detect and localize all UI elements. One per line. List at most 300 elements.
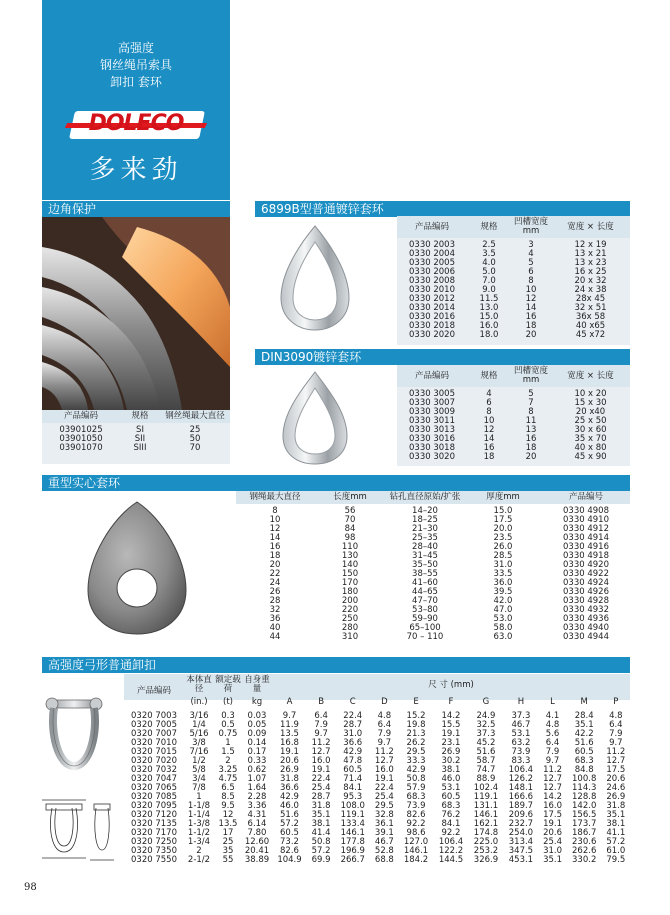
cell: 29.5 <box>406 747 426 757</box>
col-header: D <box>381 697 388 707</box>
cell: 0330 3011 <box>409 416 455 426</box>
cell: 84.1 <box>343 783 363 793</box>
cell: 5 <box>528 389 534 399</box>
cell: 18.0 <box>479 330 499 340</box>
cell: 28.7 <box>343 720 363 730</box>
cell: 59–90 <box>412 614 438 624</box>
cell: 0330 4914 <box>563 533 609 543</box>
cell: 1.64 <box>247 783 267 793</box>
cell: 0.03 <box>247 711 267 721</box>
cell: 11.2 <box>374 747 394 757</box>
shackle-subheader-row <box>124 696 630 709</box>
cell: 33.5 <box>493 569 513 579</box>
cell: 0330 4936 <box>563 614 609 624</box>
cell: 5/8 <box>192 765 206 775</box>
col-header: H <box>517 697 525 707</box>
cell: 0.3 <box>221 711 235 721</box>
cell: 253.2 <box>473 846 499 856</box>
cell: 29.5 <box>374 801 394 811</box>
cell: SII <box>134 434 146 444</box>
table-row <box>397 331 630 340</box>
cell: 26.9 <box>441 747 461 757</box>
cell: 20.6 <box>280 756 299 766</box>
cell: 21.3 <box>406 729 426 739</box>
cell: 0320 7550 <box>131 855 177 865</box>
cell: 0320 7015 <box>131 747 177 757</box>
cell: 45.2 <box>476 738 496 748</box>
cell: 1 <box>225 738 231 748</box>
corner-protector-photo <box>42 217 230 410</box>
cell: 5/16 <box>189 729 209 739</box>
cell: 7.9 <box>609 729 623 739</box>
cell: 22.4 <box>311 774 331 784</box>
cell: 0330 3020 <box>409 452 455 462</box>
col-header: G <box>482 697 490 707</box>
cell: 100.8 <box>572 774 597 784</box>
cell: 28x 45 <box>575 294 606 304</box>
cell: 9.7 <box>609 738 623 748</box>
cell: 13 x 23 <box>574 258 607 268</box>
col-header: 产品编号 <box>542 491 630 504</box>
cell: 0330 4920 <box>563 560 609 570</box>
col-header: 尺 寸 (mm) <box>428 679 474 690</box>
col-header: 产品编码 <box>397 365 467 387</box>
cell: 0320 7065 <box>131 783 177 793</box>
page-number: 98 <box>24 882 37 893</box>
cell: 14–20 <box>412 506 438 516</box>
col-header: 钢丝绳最大直径 <box>160 410 230 423</box>
cell: 53–80 <box>412 605 438 615</box>
cell: 50.8 <box>311 837 331 847</box>
cell: 13.0 <box>479 303 499 313</box>
col-header: B <box>318 697 325 707</box>
cell: 16.0 <box>374 765 394 775</box>
cell: 184.2 <box>403 855 429 865</box>
section-title-shackle: 高强度弓形普通卸扣 <box>42 657 630 673</box>
cell: 25.4 <box>543 837 563 847</box>
cell: 0330 4916 <box>563 542 609 552</box>
cell: 7.0 <box>482 276 496 286</box>
cell: 102.4 <box>473 783 499 793</box>
cell: 0330 4924 <box>563 578 609 588</box>
cell: 45 x 90 <box>574 452 607 462</box>
cell: 3/4 <box>192 774 206 784</box>
cell: 12.7 <box>311 747 331 757</box>
cell: 2.5 <box>482 240 496 250</box>
cell: 60.5 <box>343 765 363 775</box>
cell: 0320 7005 <box>131 720 177 730</box>
cell: 88.9 <box>476 774 496 784</box>
cell: 0320 7003 <box>131 711 177 721</box>
cell: 20.6 <box>606 774 626 784</box>
cell: 126.2 <box>508 774 534 784</box>
cell: 114.3 <box>572 783 597 793</box>
cell: 82.6 <box>280 846 299 856</box>
cell: 0.09 <box>247 729 267 739</box>
cell: 2 <box>225 756 231 766</box>
cell: 10 x 20 <box>574 389 607 399</box>
section-title-6899: 6899B型普通镀锌套环 <box>255 201 630 217</box>
cell: 4.8 <box>609 711 623 721</box>
cell: 28.5 <box>493 551 513 561</box>
cell: 0.14 <box>247 738 267 748</box>
cell: 130 <box>341 551 359 561</box>
cell: 38.1 <box>441 765 461 775</box>
col-header: P <box>613 697 619 707</box>
cell: 70 <box>189 443 201 453</box>
cell: 35.1 <box>606 810 626 820</box>
cell: 11.5 <box>479 294 499 304</box>
cell: 174.8 <box>473 828 499 838</box>
cell: 0.17 <box>247 747 267 757</box>
cell: 280 <box>341 623 359 633</box>
cell: 104.9 <box>277 855 302 865</box>
col-header: 宽度 × 长度 <box>551 365 630 387</box>
cell: 8 <box>272 506 278 516</box>
cell: 0.5 <box>221 720 235 730</box>
cell: 150 <box>341 569 359 579</box>
cell: 16.8 <box>280 738 299 748</box>
cell: 3/16 <box>189 711 209 721</box>
cell: 250 <box>341 614 359 624</box>
bow-shackle-rows <box>124 709 630 865</box>
cell: 1.5 <box>221 747 235 757</box>
cell: 15.0 <box>493 506 513 516</box>
cell: 2.28 <box>247 792 267 802</box>
col-header: 宽度 × 长度 <box>551 216 630 238</box>
cell: 8.5 <box>221 792 235 802</box>
cell: 0330 3018 <box>409 443 455 453</box>
cell: 7.9 <box>377 729 392 739</box>
cell: 61.0 <box>606 846 626 856</box>
cell: 0.75 <box>218 729 238 739</box>
cell: 200 <box>341 596 359 606</box>
cell: 12.7 <box>374 756 394 766</box>
cell: 326.9 <box>473 855 499 865</box>
cell: 0320 7170 <box>131 828 177 838</box>
cell: 106.4 <box>508 765 534 775</box>
cell: 0330 2020 <box>409 330 455 340</box>
cell: 41.4 <box>311 828 331 838</box>
cell: 262.6 <box>572 846 597 856</box>
cell: 57.2 <box>606 837 626 847</box>
col-header: 规格 <box>467 216 511 238</box>
cell: 0330 4918 <box>563 551 609 561</box>
cell: 0.33 <box>247 756 267 766</box>
cell: 14 <box>525 303 537 313</box>
cell: 10 <box>525 285 537 295</box>
cell: 46.0 <box>280 801 299 811</box>
cell: 45 x72 <box>575 330 606 340</box>
cell: 22 <box>269 569 281 579</box>
cell: 26.9 <box>606 792 626 802</box>
col-header: L <box>550 697 555 707</box>
table-row <box>124 856 630 865</box>
cell: 38.1 <box>311 819 331 829</box>
cell: 42.9 <box>343 747 363 757</box>
cell: 31–45 <box>412 551 438 561</box>
cell: 35.1 <box>543 855 563 865</box>
cell: 0330 4926 <box>563 587 609 597</box>
cell: 12.60 <box>244 837 270 847</box>
cell: 60.5 <box>574 747 594 757</box>
cell: 46.0 <box>441 774 461 784</box>
cell: 166.6 <box>508 792 534 802</box>
cell: 9.7 <box>314 729 328 739</box>
cell: 5 <box>528 258 534 268</box>
cell: 50 <box>189 434 201 444</box>
cell: 6.4 <box>609 720 623 730</box>
col-header: C <box>349 697 356 707</box>
cell: 20 <box>525 452 537 462</box>
cell: 17.5 <box>543 810 563 820</box>
cell: 20 <box>269 560 281 570</box>
cell: 33.3 <box>406 756 426 766</box>
cell: 4 <box>528 249 534 259</box>
cell: 20.6 <box>543 828 563 838</box>
cell: 9.7 <box>282 711 297 721</box>
cell: 20 <box>525 330 537 340</box>
cell: 30.2 <box>441 756 461 766</box>
cell: 6 <box>528 267 534 277</box>
col-header: 凹槽宽度mm <box>511 216 551 238</box>
cell: 37.3 <box>476 729 496 739</box>
cell: 24 <box>269 578 281 588</box>
cell: 32.5 <box>476 720 496 730</box>
cell: 0320 7350 <box>131 846 177 856</box>
cell: 22.4 <box>343 711 363 721</box>
cell: 4.31 <box>247 810 267 820</box>
cell: 12.7 <box>543 774 563 784</box>
cell: 12.7 <box>606 756 626 766</box>
cell: 73.9 <box>406 801 426 811</box>
cell: 39.1 <box>374 828 394 838</box>
col-header: M <box>580 697 588 707</box>
cell: 68.3 <box>406 792 426 802</box>
cell: 28.4 <box>574 711 594 721</box>
cell: 52.8 <box>374 846 394 856</box>
cell: 38.89 <box>244 855 270 865</box>
cell: 23.5 <box>493 533 513 543</box>
cell: 36.0 <box>493 578 513 588</box>
col-header: 厚度mm <box>464 491 542 504</box>
corner-spec-table <box>42 410 230 453</box>
cell: 13.5 <box>280 729 299 739</box>
cell: 16 <box>525 434 537 444</box>
cell: 330.2 <box>572 855 597 865</box>
cell: 15 x 30 <box>574 398 607 408</box>
cell: 56 <box>344 506 356 516</box>
brand-line-3: 卸扣 套环 <box>110 75 162 89</box>
cell: 39.5 <box>493 587 513 597</box>
cell: 84.1 <box>441 819 461 829</box>
cell: 3 <box>528 240 534 250</box>
thimble-6899-rows <box>397 238 630 340</box>
cell: 36.1 <box>374 819 394 829</box>
cell: 7/16 <box>189 747 209 757</box>
col-header: 额定载荷 <box>215 675 241 694</box>
cell: 31.0 <box>493 560 513 570</box>
cell: 28.7 <box>311 792 331 802</box>
cell: 18 <box>525 321 537 331</box>
cell: 14.2 <box>543 792 563 802</box>
wire-rope-illustration <box>42 217 230 410</box>
col-header: 产品编码 <box>136 686 171 696</box>
cell: 196.9 <box>340 846 365 856</box>
cell: 32.8 <box>374 810 394 820</box>
cell: 3.25 <box>218 765 238 775</box>
shackle-dimension-drawing <box>38 790 118 870</box>
thimble-din-rows <box>397 387 630 462</box>
cell: 140 <box>341 560 359 570</box>
cell: 122.2 <box>438 846 464 856</box>
cell: 98 <box>344 533 356 543</box>
section-title-corner: 边角保护 <box>42 201 230 217</box>
cell: 57.2 <box>311 846 331 856</box>
cell: 14.2 <box>441 711 461 721</box>
cell: 1-3/4 <box>187 837 211 847</box>
cell: 42.2 <box>574 729 594 739</box>
col-header: 产品编码 <box>397 216 467 238</box>
cell: 25 x 50 <box>574 416 607 426</box>
cell: 63.0 <box>493 632 513 642</box>
cell: 22.4 <box>374 783 394 793</box>
cell: 42.0 <box>493 596 513 606</box>
cell: 6.14 <box>247 819 267 829</box>
cell: 35 x 70 <box>574 434 607 444</box>
cell: 42.9 <box>406 765 426 775</box>
cell: 36 <box>269 614 281 624</box>
cell: 26.2 <box>406 738 426 748</box>
cell: 53.0 <box>493 614 513 624</box>
cell: 0330 2008 <box>409 276 455 286</box>
cell: 254.0 <box>508 828 534 838</box>
cell: 0320 7120 <box>131 810 177 820</box>
cell: 32 x 51 <box>574 303 607 313</box>
cell: 1-1/8 <box>187 801 211 811</box>
cell: 0.62 <box>247 765 267 775</box>
cell: 0320 7047 <box>131 774 177 784</box>
col-header: (t) <box>223 697 233 707</box>
cell: 46.7 <box>374 837 394 847</box>
cell: 35 <box>222 846 234 856</box>
cell: 9.7 <box>545 756 560 766</box>
cell: 18–25 <box>412 515 438 525</box>
cell: 11.2 <box>606 747 626 757</box>
cell: 1/4 <box>192 720 206 730</box>
cell: 12 <box>222 810 234 820</box>
cell: 0330 4944 <box>563 632 609 642</box>
cell: 26.0 <box>493 542 513 552</box>
cell: 0320 7095 <box>131 801 177 811</box>
cell: 41–60 <box>412 578 438 588</box>
table-row <box>42 444 230 453</box>
cell: 0330 4912 <box>563 524 609 534</box>
cell: 16.0 <box>543 801 563 811</box>
cell: 1-1/4 <box>187 810 211 820</box>
cell: 0330 3007 <box>409 398 455 408</box>
cell: 0330 3016 <box>409 434 455 444</box>
thimble-din-image <box>275 368 355 468</box>
cell: 57.2 <box>280 819 299 829</box>
cell: 16.0 <box>311 756 331 766</box>
cell: 11.9 <box>280 720 299 730</box>
col-header: 钢绳最大直径 <box>236 491 314 504</box>
section-title-din: DIN3090镀锌套环 <box>255 349 630 365</box>
cell: 119.1 <box>473 792 499 802</box>
cell: 0330 4940 <box>563 623 609 633</box>
cell: 82.6 <box>406 810 426 820</box>
cell: 9.7 <box>377 738 392 748</box>
cell: 19.8 <box>406 720 426 730</box>
cell: 0320 7135 <box>131 819 177 829</box>
cell: 7.9 <box>545 747 560 757</box>
cell: 24 x 38 <box>574 285 607 295</box>
cell: 20 x40 <box>575 407 606 417</box>
cell: 16.0 <box>479 321 499 331</box>
cell: 1 <box>196 792 202 802</box>
cell: 73.2 <box>280 837 299 847</box>
cell: 0320 7032 <box>131 765 177 775</box>
cell: 7/8 <box>192 783 206 793</box>
cell: 71.4 <box>343 774 363 784</box>
cell: 60.5 <box>280 828 299 838</box>
cell: 266.7 <box>340 855 365 865</box>
cell: 15.2 <box>406 711 426 721</box>
cell: 76.2 <box>441 810 461 820</box>
cell: 10 <box>483 416 495 426</box>
cell: 12 <box>269 524 281 534</box>
cell: 70 <box>344 515 356 525</box>
cell: 44 <box>269 632 281 642</box>
cell: 38–55 <box>412 569 438 579</box>
section-title-heavy: 重型实心套环 <box>42 475 630 491</box>
cell: 230.6 <box>572 837 597 847</box>
col-header: 本体直径 <box>186 675 212 694</box>
cell: 16 x 25 <box>574 267 607 277</box>
cell: 03901070 <box>59 443 103 453</box>
cell: 18 <box>525 443 537 453</box>
cell: 19.1 <box>543 819 563 829</box>
cell: 55 <box>222 855 234 865</box>
cell: 4.1 <box>545 711 560 721</box>
cell: 17 <box>222 828 234 838</box>
cell: SI <box>136 425 144 435</box>
cell: 84.8 <box>574 765 594 775</box>
col-header: A <box>286 697 293 707</box>
cell: 177.8 <box>340 837 365 847</box>
cell: 12 <box>525 294 537 304</box>
cell: 453.1 <box>508 855 534 865</box>
cell: 0320 7010 <box>131 738 177 748</box>
cell: 0330 2018 <box>409 321 455 331</box>
cell: 0330 3005 <box>409 389 455 399</box>
cell: 7.80 <box>247 828 267 838</box>
cell: 0330 2005 <box>409 258 455 268</box>
cell: 37.3 <box>511 711 531 721</box>
logo-text: DOLECO <box>88 111 184 136</box>
cell: 25 <box>189 425 201 435</box>
cell: 36.6 <box>343 738 363 748</box>
col-header: 规格 <box>467 365 511 387</box>
cell: 6.4 <box>314 711 328 721</box>
cell: 0330 3013 <box>409 425 455 435</box>
cell: 146.1 <box>473 810 499 820</box>
col-header: 长度mm <box>314 491 386 504</box>
cell: 38.1 <box>606 819 626 829</box>
brand-chinese-name: 多来劲 <box>89 155 183 185</box>
cell: 4.0 <box>482 258 496 268</box>
